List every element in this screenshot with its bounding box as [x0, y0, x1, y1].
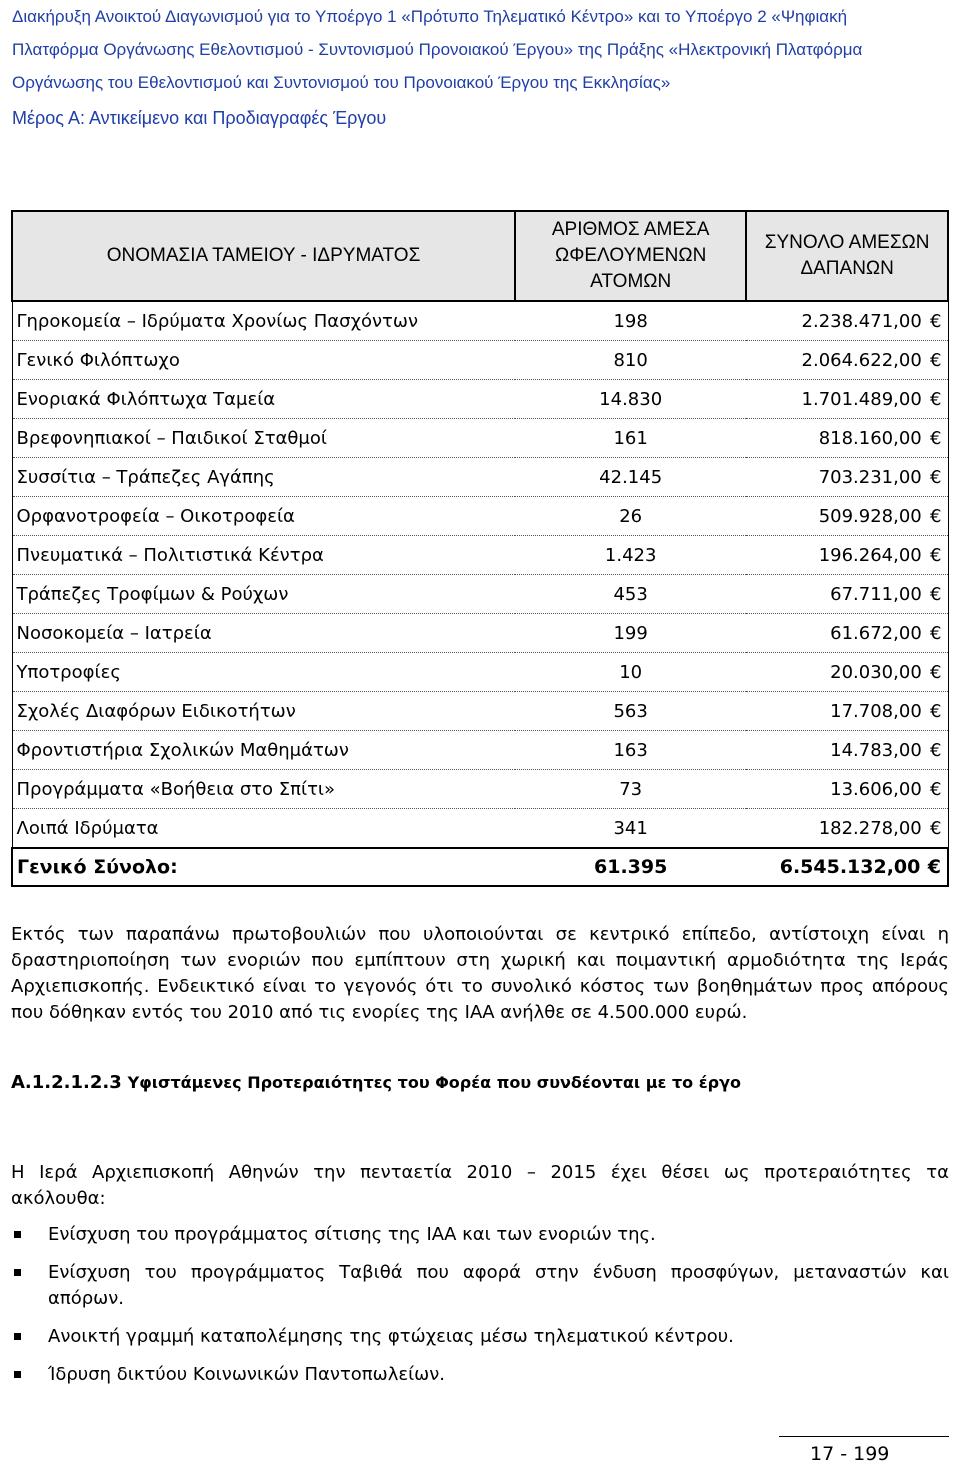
list-item: [11, 1222, 949, 1248]
beneficiaries-count: 199: [515, 614, 746, 653]
total-expenses: [746, 731, 948, 770]
list-item: [11, 1362, 949, 1388]
section-heading: [11, 1072, 741, 1093]
paragraph-line: Η Ιερά Αρχιεπισκοπή Αθηνών την πενταετία 2010 – 2015 έχει θέσει ως προτεραιότητες τα: [11, 1162, 949, 1183]
euro-icon: €: [930, 778, 942, 800]
list-item-text: Ενίσχυση του προγράμματος Ταβιθά που αφορά στην ένδυση προσφύγων, μεταναστών και: [48, 1262, 949, 1283]
euro-icon: €: [930, 700, 942, 722]
table-row: [12, 380, 948, 419]
beneficiaries-count: 198: [515, 301, 746, 341]
header-line: Διακήρυξη Ανοικτού Διαγωνισμού για το Υποέργο 1 «Πρότυπο Τηλεματικό Κέντρο» και το Υποέργο 2 «Ψηφιακή: [12, 7, 848, 26]
bullet-square-icon: [14, 1269, 21, 1276]
header-line: Οργάνωσης του Εθελοντισμού και Συντονισμού του Προνοιακού Έργου της Εκκλησίας»: [12, 73, 671, 92]
euro-icon: €: [930, 310, 942, 332]
header-part-title: Μέρος Α: Αντικείμενο και Προδιαγραφές Έργου: [12, 108, 387, 128]
amount-value: 196.264,00: [818, 544, 922, 566]
list-item-text: απόρων.: [48, 1288, 124, 1309]
list-item: [11, 1324, 949, 1350]
amount-value: 13.606,00: [830, 778, 922, 800]
euro-icon: €: [930, 427, 942, 449]
column-header-name-text: ΟΝΟΜΑΣΙΑ ΤΑΜΕΙΟΥ - ΙΔΡΥΜΑΤΟΣ: [106, 245, 421, 266]
beneficiaries-count: 341: [515, 809, 746, 849]
bullet-square-icon: [14, 1371, 21, 1378]
paragraph-priorities-intro: [11, 1160, 949, 1212]
euro-icon: €: [930, 583, 942, 605]
amount-value: 67.711,00: [830, 583, 922, 605]
paragraph-line: Αρχιεπισκοπής. Ενδεικτικό είναι το γεγονός ότι το συνολικό κόστος των βοηθημάτων προς απόρους: [11, 976, 949, 997]
total-expenses: [746, 497, 948, 536]
fund-name: Λοιπά Ιδρύματα: [12, 809, 515, 849]
euro-icon: €: [930, 388, 942, 410]
table-row: [12, 341, 948, 380]
euro-icon: €: [930, 505, 942, 527]
paragraph-ngo-activity: [11, 922, 949, 1026]
euro-icon: €: [930, 817, 942, 839]
section-number: Α.1.2.1.2.3: [11, 1072, 122, 1093]
table-row: [12, 575, 948, 614]
list-item-text: Ίδρυση δικτύου Κοινωνικών Παντοπωλείων.: [48, 1364, 446, 1385]
list-item-text: Ανοικτή γραμμή καταπολέμησης της φτώχειας μέσω τηλεματικού κέντρου.: [48, 1326, 734, 1347]
total-expenses: [746, 458, 948, 497]
beneficiaries-count: 73: [515, 770, 746, 809]
beneficiaries-count: 10: [515, 653, 746, 692]
fund-name: Τράπεζες Τροφίμων & Ρούχων: [12, 575, 515, 614]
fund-name: Συσσίτια – Τράπεζες Αγάπης: [12, 458, 515, 497]
fund-name: Βρεφονηπιακοί – Παιδικοί Σταθμοί: [12, 419, 515, 458]
beneficiaries-count: 163: [515, 731, 746, 770]
page-number: 17 - 199: [810, 1443, 890, 1465]
column-header-count-line: ΑΡΙΘΜΟΣ ΑΜΕΣΑ: [551, 219, 710, 240]
beneficiaries-count: 563: [515, 692, 746, 731]
table-row: [12, 692, 948, 731]
column-header-total-line: ΣΥΝΟΛΟ ΑΜΕΣΩΝ: [764, 232, 930, 253]
column-header-total-line: ΔΑΠΑΝΩΝ: [800, 258, 894, 279]
amount-value: 61.672,00: [830, 622, 922, 644]
paragraph-line: ακόλουθα:: [11, 1188, 106, 1209]
column-header-total: [746, 211, 948, 301]
total-count: 61.395: [515, 848, 746, 886]
amount-value: 182.278,00: [818, 817, 922, 839]
fund-name: Πνευματικά – Πολιτιστικά Κέντρα: [12, 536, 515, 575]
beneficiaries-count: 453: [515, 575, 746, 614]
header-line: Πλατφόρμα Οργάνωσης Εθελοντισμού - Συντονισμού Προνοιακού Έργου» της Πράξης «Ηλεκτρονική Πλατφόρμα: [12, 40, 863, 59]
document-header: [12, 0, 952, 135]
amount-value: 2.238.471,00: [801, 310, 922, 332]
total-expenses: [746, 419, 948, 458]
table-row: [12, 497, 948, 536]
amount-value: 14.783,00: [830, 739, 922, 761]
total-expenses: [746, 653, 948, 692]
total-expenses: [746, 341, 948, 380]
beneficiaries-count: 42.145: [515, 458, 746, 497]
table-row: [12, 731, 948, 770]
column-header-count-line: ΩΦΕΛΟΥΜΕΝΩΝ: [555, 245, 707, 266]
table-row: [12, 809, 948, 849]
amount-value: 703.231,00: [818, 466, 922, 488]
total-expenses: [746, 536, 948, 575]
total-expenses: [746, 575, 948, 614]
euro-icon: €: [930, 739, 942, 761]
paragraph-line: Εκτός των παραπάνω πρωτοβουλιών που υλοποιούνται σε κεντρικό επίπεδο, αντίστοιχη είναι η: [11, 924, 949, 945]
fund-name: Υποτροφίες: [12, 653, 515, 692]
column-header-count-line: ΑΤΟΜΩΝ: [590, 271, 672, 292]
fund-name: Σχολές Διαφόρων Ειδικοτήτων: [12, 692, 515, 731]
table-row: [12, 301, 948, 341]
beneficiaries-count: 14.830: [515, 380, 746, 419]
table-header-row: [12, 211, 948, 301]
amount-value: 818.160,00: [818, 427, 922, 449]
beneficiaries-count: 1.423: [515, 536, 746, 575]
column-header-count: [515, 211, 746, 301]
total-amount: [746, 848, 948, 886]
total-expenses: [746, 770, 948, 809]
fund-name: Γηροκομεία – Ιδρύματα Χρονίως Πασχόντων: [12, 301, 515, 341]
total-expenses: [746, 380, 948, 419]
amount-value: 17.708,00: [830, 700, 922, 722]
paragraph-line: που δόθηκαν εντός του 2010 από τις ενορίες της ΙΑΑ ανήλθε σε 4.500.000 ευρώ.: [11, 1002, 748, 1023]
amount-value: 1.701.489,00: [801, 388, 922, 410]
funds-table: [11, 210, 949, 887]
table-row: [12, 458, 948, 497]
fund-name: Ορφανοτροφεία – Οικοτροφεία: [12, 497, 515, 536]
column-header-name: [12, 211, 515, 301]
footer-rule: [779, 1436, 949, 1437]
beneficiaries-count: 161: [515, 419, 746, 458]
bullet-square-icon: [14, 1333, 21, 1340]
euro-icon: €: [930, 544, 942, 566]
amount-value: 509.928,00: [818, 505, 922, 527]
euro-icon: €: [927, 856, 941, 878]
beneficiaries-count: 26: [515, 497, 746, 536]
fund-name: Φροντιστήρια Σχολικών Μαθημάτων: [12, 731, 515, 770]
list-item: [11, 1260, 949, 1312]
euro-icon: €: [930, 466, 942, 488]
beneficiaries-count: 810: [515, 341, 746, 380]
total-expenses: [746, 692, 948, 731]
euro-icon: €: [930, 622, 942, 644]
paragraph-line: δραστηριοποίηση των ενοριών που εμπίπτουν στη χωρική και ποιμαντική αρμοδιότητα της Ιεράς: [11, 950, 949, 971]
euro-icon: €: [930, 349, 942, 371]
fund-name: Γενικό Φιλόπτωχο: [12, 341, 515, 380]
euro-icon: €: [930, 661, 942, 683]
amount-value: 6.545.132,00: [779, 856, 921, 878]
fund-name: Νοσοκομεία – Ιατρεία: [12, 614, 515, 653]
bullet-square-icon: [14, 1231, 21, 1238]
fund-name: Ενοριακά Φιλόπτωχα Ταμεία: [12, 380, 515, 419]
total-expenses: [746, 301, 948, 341]
amount-value: 20.030,00: [830, 661, 922, 683]
table-row: [12, 614, 948, 653]
table-row: [12, 653, 948, 692]
list-item-text: Ενίσχυση του προγράμματος σίτισης της ΙΑΑ και των ενοριών της.: [48, 1224, 656, 1245]
section-title: Υφιστάμενες Προτεραιότητες του Φορέα που συνδέονται με το έργο: [127, 1073, 741, 1092]
table-row: [12, 419, 948, 458]
table-row: [12, 770, 948, 809]
fund-name: Προγράμματα «Βοήθεια στο Σπίτι»: [12, 770, 515, 809]
total-label: Γενικό Σύνολο:: [12, 848, 515, 886]
amount-value: 2.064.622,00: [801, 349, 922, 371]
total-expenses: [746, 614, 948, 653]
table-total-row: [12, 848, 948, 886]
total-expenses: [746, 809, 948, 849]
table-row: [12, 536, 948, 575]
table-body: [12, 301, 948, 886]
